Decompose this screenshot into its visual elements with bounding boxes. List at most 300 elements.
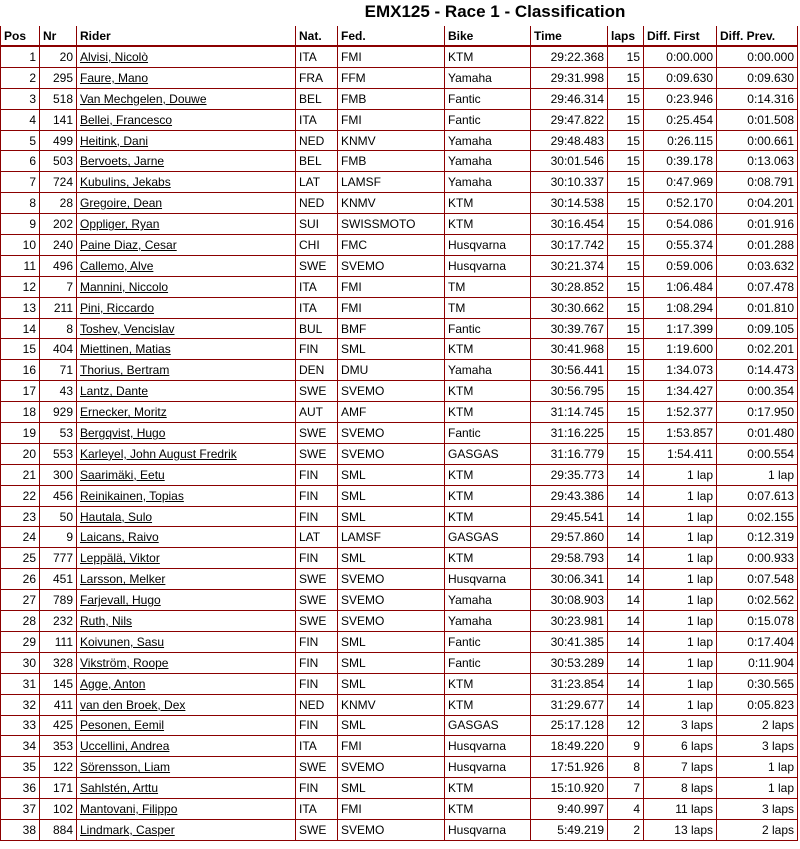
cell-nr: 122 <box>40 757 77 778</box>
table-row <box>0 89 798 110</box>
table-row <box>0 674 798 695</box>
col-rider[interactable]: Rider <box>77 26 296 47</box>
cell-time: 29:31.998 <box>531 68 608 89</box>
cell-time: 30:41.968 <box>531 339 608 360</box>
cell-fed: SML <box>338 716 445 737</box>
cell-bike: KTM <box>445 778 531 799</box>
cell-nr: 145 <box>40 674 77 695</box>
col-laps[interactable]: laps <box>608 26 644 47</box>
col-nr[interactable]: Nr <box>40 26 77 47</box>
cell-time: 25:17.128 <box>531 716 608 737</box>
cell-diff-prev: 1 lap <box>717 757 798 778</box>
cell-nr: 50 <box>40 507 77 528</box>
cell-nr: 7 <box>40 277 77 298</box>
cell-nr: 53 <box>40 423 77 444</box>
cell-nr: 929 <box>40 402 77 423</box>
cell-diff-prev: 0:02.201 <box>717 339 798 360</box>
cell-diff-first: 1 lap <box>644 507 717 528</box>
rider-link[interactable]: Koivunen, Sasu <box>80 634 165 649</box>
cell-fed: FMB <box>338 89 445 110</box>
rider-link[interactable]: Agge, Anton <box>80 676 146 691</box>
cell-diff-first: 1 lap <box>644 611 717 632</box>
cell-bike: Fantic <box>445 632 531 653</box>
rider-link[interactable]: Toshev, Vencislav <box>80 321 175 336</box>
cell-bike: Fantic <box>445 110 531 131</box>
cell-laps: 15 <box>608 110 644 131</box>
table-row <box>0 695 798 716</box>
cell-laps: 15 <box>608 339 644 360</box>
rider-link[interactable]: Lantz, Dante <box>80 384 149 399</box>
rider-link[interactable]: Bergqvist, Hugo <box>80 425 166 440</box>
cell-nr: 71 <box>40 360 77 381</box>
cell-bike: KTM <box>445 465 531 486</box>
cell-diff-prev: 0:09.105 <box>717 319 798 340</box>
cell-nat: ITA <box>296 47 338 68</box>
cell-pos: 35 <box>0 757 40 778</box>
cell-nat: SWE <box>296 757 338 778</box>
cell-diff-prev: 0:01.480 <box>717 423 798 444</box>
cell-bike: Fantic <box>445 423 531 444</box>
cell-bike: Yamaha <box>445 611 531 632</box>
cell-rider <box>77 695 296 716</box>
cell-diff-prev: 1 lap <box>717 465 798 486</box>
cell-diff-prev: 0:00.554 <box>717 444 798 465</box>
rider-link[interactable]: Pesonen, Eemil <box>80 718 165 733</box>
cell-laps: 14 <box>608 674 644 695</box>
cell-nr: 171 <box>40 778 77 799</box>
cell-nat: FIN <box>296 465 338 486</box>
cell-rider <box>77 47 296 68</box>
cell-diff-prev: 0:00.000 <box>717 47 798 68</box>
cell-nat: FIN <box>296 674 338 695</box>
cell-fed: SVEMO <box>338 444 445 465</box>
cell-diff-first: 11 laps <box>644 799 717 820</box>
rider-link[interactable]: Hautala, Sulo <box>80 509 153 524</box>
col-diff-prev[interactable]: Diff. Prev. <box>717 26 798 47</box>
cell-rider <box>77 68 296 89</box>
cell-time: 29:43.386 <box>531 486 608 507</box>
cell-diff-first: 0:54.086 <box>644 214 717 235</box>
cell-diff-prev: 0:15.078 <box>717 611 798 632</box>
cell-time: 30:16.454 <box>531 214 608 235</box>
cell-diff-first: 13 laps <box>644 820 717 841</box>
cell-nat: FRA <box>296 68 338 89</box>
table-row <box>0 444 798 465</box>
cell-diff-prev: 0:01.508 <box>717 110 798 131</box>
cell-laps: 14 <box>608 507 644 528</box>
cell-diff-first: 1:08.294 <box>644 298 717 319</box>
rider-link[interactable]: Pini, Riccardo <box>80 300 155 315</box>
cell-fed: SVEMO <box>338 820 445 841</box>
table-row <box>0 716 798 737</box>
cell-pos: 23 <box>0 507 40 528</box>
cell-bike: Husqvarna <box>445 757 531 778</box>
rider-link[interactable]: Laicans, Raivo <box>80 530 159 545</box>
cell-rider <box>77 402 296 423</box>
cell-nat: CHI <box>296 235 338 256</box>
rider-link[interactable]: Karleyel, John August Fredrik <box>80 446 237 461</box>
cell-nat: AUT <box>296 402 338 423</box>
table-row <box>0 799 798 820</box>
cell-nr: 884 <box>40 820 77 841</box>
cell-diff-prev: 0:01.916 <box>717 214 798 235</box>
cell-rider <box>77 110 296 131</box>
cell-diff-first: 1 lap <box>644 548 717 569</box>
cell-nr: 20 <box>40 47 77 68</box>
table-row <box>0 256 798 277</box>
cell-laps: 14 <box>608 527 644 548</box>
cell-diff-first: 0:25.454 <box>644 110 717 131</box>
table-row <box>0 569 798 590</box>
cell-laps: 4 <box>608 799 644 820</box>
table-row <box>0 193 798 214</box>
cell-time: 29:46.314 <box>531 89 608 110</box>
cell-nr: 411 <box>40 695 77 716</box>
cell-nr: 295 <box>40 68 77 89</box>
cell-diff-prev: 0:30.565 <box>717 674 798 695</box>
cell-laps: 15 <box>608 131 644 152</box>
cell-fed: BMF <box>338 319 445 340</box>
cell-fed: SML <box>338 486 445 507</box>
cell-nat: SWE <box>296 381 338 402</box>
cell-laps: 15 <box>608 277 644 298</box>
cell-rider <box>77 444 296 465</box>
cell-nat: SWE <box>296 820 338 841</box>
cell-pos: 17 <box>0 381 40 402</box>
cell-pos: 22 <box>0 486 40 507</box>
table-row <box>0 131 798 152</box>
cell-diff-first: 1 lap <box>644 569 717 590</box>
cell-fed: KNMV <box>338 131 445 152</box>
cell-time: 30:21.374 <box>531 256 608 277</box>
cell-rider <box>77 193 296 214</box>
cell-rider <box>77 339 296 360</box>
table-row <box>0 235 798 256</box>
cell-fed: SML <box>338 507 445 528</box>
cell-nat: FIN <box>296 548 338 569</box>
cell-nr: 9 <box>40 527 77 548</box>
cell-time: 30:06.341 <box>531 569 608 590</box>
cell-time: 31:16.779 <box>531 444 608 465</box>
cell-laps: 7 <box>608 778 644 799</box>
cell-diff-prev: 0:09.630 <box>717 68 798 89</box>
cell-pos: 14 <box>0 319 40 340</box>
cell-diff-first: 1 lap <box>644 590 717 611</box>
rider-link[interactable]: Ruth, Nils <box>80 613 133 628</box>
cell-laps: 14 <box>608 590 644 611</box>
cell-time: 30:23.981 <box>531 611 608 632</box>
cell-nr: 240 <box>40 235 77 256</box>
rider-link[interactable]: Bellei, Francesco <box>80 112 173 127</box>
cell-diff-prev: 0:11.904 <box>717 653 798 674</box>
rider-link[interactable]: Gregoire, Dean <box>80 196 163 211</box>
cell-bike: KTM <box>445 695 531 716</box>
rider-link[interactable]: Farjevall, Hugo <box>80 593 161 608</box>
cell-fed: FMI <box>338 110 445 131</box>
cell-bike: Fantic <box>445 319 531 340</box>
rider-link[interactable]: Van Mechgelen, Douwe <box>80 91 207 106</box>
cell-time: 30:39.767 <box>531 319 608 340</box>
rider-link[interactable]: Oppliger, Ryan <box>80 217 160 232</box>
cell-diff-prev: 0:03.632 <box>717 256 798 277</box>
col-fed[interactable]: Fed. <box>338 26 445 47</box>
rider-link[interactable]: Ernecker, Moritz <box>80 405 167 420</box>
cell-pos: 7 <box>0 172 40 193</box>
cell-pos: 2 <box>0 68 40 89</box>
cell-diff-prev: 0:14.316 <box>717 89 798 110</box>
table-row <box>0 820 798 841</box>
cell-time: 30:30.662 <box>531 298 608 319</box>
cell-laps: 15 <box>608 47 644 68</box>
cell-nr: 451 <box>40 569 77 590</box>
cell-nr: 499 <box>40 131 77 152</box>
cell-diff-first: 6 laps <box>644 736 717 757</box>
cell-nat: NED <box>296 193 338 214</box>
classification-table <box>0 26 798 841</box>
cell-time: 30:53.289 <box>531 653 608 674</box>
rider-link[interactable]: Larsson, Melker <box>80 572 166 587</box>
cell-nr: 328 <box>40 653 77 674</box>
rider-link[interactable]: Mantovani, Filippo <box>80 802 178 816</box>
cell-diff-prev: 0:02.562 <box>717 590 798 611</box>
cell-bike: Husqvarna <box>445 736 531 757</box>
cell-fed: KNMV <box>338 695 445 716</box>
rider-link[interactable]: Thorius, Bertram <box>80 363 170 378</box>
cell-bike: GASGAS <box>445 444 531 465</box>
cell-diff-prev: 0:07.548 <box>717 569 798 590</box>
cell-bike: Yamaha <box>445 172 531 193</box>
rider-link[interactable]: van den Broek, Dex <box>80 697 186 712</box>
col-diff-first[interactable]: Diff. First <box>644 26 717 47</box>
cell-rider <box>77 799 296 820</box>
cell-diff-first: 3 laps <box>644 716 717 737</box>
cell-fed: FFM <box>338 68 445 89</box>
cell-nat: SWE <box>296 590 338 611</box>
cell-laps: 15 <box>608 423 644 444</box>
cell-rider <box>77 423 296 444</box>
col-time[interactable]: Time <box>531 26 608 47</box>
rider-link[interactable]: Bervoets, Jarne <box>80 154 165 169</box>
cell-bike: KTM <box>445 193 531 214</box>
cell-laps: 15 <box>608 235 644 256</box>
cell-diff-prev: 0:00.661 <box>717 131 798 152</box>
cell-nat: ITA <box>296 736 338 757</box>
cell-bike: Husqvarna <box>445 569 531 590</box>
cell-rider <box>77 632 296 653</box>
cell-nat: BUL <box>296 319 338 340</box>
table-row <box>0 402 798 423</box>
cell-laps: 15 <box>608 319 644 340</box>
rider-link[interactable]: Lindmark, Casper <box>80 822 175 837</box>
cell-diff-first: 1:06.484 <box>644 277 717 298</box>
cell-rider <box>77 381 296 402</box>
cell-laps: 15 <box>608 360 644 381</box>
cell-diff-prev: 0:04.201 <box>717 193 798 214</box>
cell-pos: 10 <box>0 235 40 256</box>
cell-nr: 43 <box>40 381 77 402</box>
cell-rider <box>77 172 296 193</box>
rider-link[interactable]: Callemo, Alve <box>80 258 154 273</box>
cell-diff-prev: 3 laps <box>717 799 798 820</box>
cell-diff-first: 8 laps <box>644 778 717 799</box>
cell-nat: BEL <box>296 151 338 172</box>
rider-link[interactable]: Reinikainen, Topias <box>80 488 184 503</box>
table-row <box>0 527 798 548</box>
cell-time: 15:10.920 <box>531 778 608 799</box>
col-nat[interactable]: Nat. <box>296 26 338 47</box>
cell-diff-first: 0:26.115 <box>644 131 717 152</box>
cell-diff-prev: 0:00.354 <box>717 381 798 402</box>
cell-nat: ITA <box>296 277 338 298</box>
cell-rider <box>77 611 296 632</box>
rider-link[interactable]: Mannini, Niccolo <box>80 279 169 294</box>
cell-pos: 29 <box>0 632 40 653</box>
cell-nat: FIN <box>296 653 338 674</box>
cell-time: 31:16.225 <box>531 423 608 444</box>
cell-fed: LAMSF <box>338 527 445 548</box>
cell-laps: 14 <box>608 632 644 653</box>
cell-bike: KTM <box>445 381 531 402</box>
table-row <box>0 486 798 507</box>
cell-bike: KTM <box>445 339 531 360</box>
col-bike[interactable]: Bike <box>445 26 531 47</box>
cell-rider <box>77 89 296 110</box>
cell-diff-prev: 0:17.950 <box>717 402 798 423</box>
cell-nr: 518 <box>40 89 77 110</box>
cell-nr: 202 <box>40 214 77 235</box>
rider-link[interactable]: Vikström, Roope <box>80 655 169 670</box>
rider-link[interactable]: Leppälä, Viktor <box>80 551 160 566</box>
cell-diff-first: 1:34.073 <box>644 360 717 381</box>
cell-fed: SVEMO <box>338 423 445 444</box>
cell-pos: 26 <box>0 569 40 590</box>
cell-pos: 24 <box>0 527 40 548</box>
rider-link[interactable]: Sahlstén, Arttu <box>80 781 159 796</box>
cell-bike: Yamaha <box>445 590 531 611</box>
cell-rider <box>77 736 296 757</box>
cell-laps: 15 <box>608 89 644 110</box>
cell-rider <box>77 235 296 256</box>
cell-diff-prev: 3 laps <box>717 736 798 757</box>
cell-nat: SWE <box>296 444 338 465</box>
cell-time: 5:49.219 <box>531 820 608 841</box>
cell-diff-first: 0:39.178 <box>644 151 717 172</box>
cell-fed: SML <box>338 653 445 674</box>
cell-rider <box>77 465 296 486</box>
table-row <box>0 423 798 444</box>
cell-bike: KTM <box>445 507 531 528</box>
rider-link[interactable]: Sörensson, Liam <box>80 760 171 775</box>
table-row <box>0 757 798 778</box>
cell-laps: 14 <box>608 611 644 632</box>
cell-time: 30:41.385 <box>531 632 608 653</box>
cell-diff-prev: 0:07.478 <box>717 277 798 298</box>
rider-link[interactable]: Faure, Mano <box>80 70 149 85</box>
rider-link[interactable]: Uccellini, Andrea <box>80 739 170 754</box>
col-pos[interactable]: Pos <box>0 26 40 47</box>
rider-link[interactable]: Heitink, Dani <box>80 133 149 148</box>
cell-nr: 777 <box>40 548 77 569</box>
cell-nat: ITA <box>296 110 338 131</box>
cell-pos: 21 <box>0 465 40 486</box>
cell-fed: SVEMO <box>338 381 445 402</box>
cell-nat: SWE <box>296 423 338 444</box>
cell-pos: 31 <box>0 674 40 695</box>
cell-bike: TM <box>445 277 531 298</box>
cell-nat: SUI <box>296 214 338 235</box>
cell-time: 17:51.926 <box>531 757 608 778</box>
cell-diff-prev: 0:08.791 <box>717 172 798 193</box>
rider-link[interactable]: Paine Diaz, Cesar <box>80 237 177 252</box>
table-row <box>0 736 798 757</box>
cell-fed: FMB <box>338 151 445 172</box>
cell-rider <box>77 256 296 277</box>
cell-laps: 15 <box>608 172 644 193</box>
table-row <box>0 47 798 68</box>
cell-diff-first: 1:17.399 <box>644 319 717 340</box>
cell-pos: 11 <box>0 256 40 277</box>
cell-pos: 18 <box>0 402 40 423</box>
cell-laps: 15 <box>608 444 644 465</box>
cell-diff-first: 0:59.006 <box>644 256 717 277</box>
cell-diff-prev: 0:00.933 <box>717 548 798 569</box>
cell-nat: FIN <box>296 339 338 360</box>
cell-fed: SML <box>338 674 445 695</box>
cell-nat: DEN <box>296 360 338 381</box>
cell-fed: SVEMO <box>338 256 445 277</box>
rider-link[interactable]: Miettinen, Matias <box>80 342 171 357</box>
cell-rider <box>77 527 296 548</box>
cell-pos: 33 <box>0 716 40 737</box>
rider-link[interactable]: Alvisi, Nicolò <box>80 49 149 64</box>
cell-rider <box>77 674 296 695</box>
cell-bike: Yamaha <box>445 131 531 152</box>
cell-time: 9:40.997 <box>531 799 608 820</box>
cell-laps: 15 <box>608 214 644 235</box>
cell-time: 30:14.538 <box>531 193 608 214</box>
cell-nr: 553 <box>40 444 77 465</box>
cell-bike: TM <box>445 298 531 319</box>
cell-rider <box>77 360 296 381</box>
cell-laps: 14 <box>608 548 644 569</box>
cell-laps: 15 <box>608 256 644 277</box>
cell-fed: SVEMO <box>338 590 445 611</box>
cell-nr: 102 <box>40 799 77 820</box>
cell-diff-first: 1:53.857 <box>644 423 717 444</box>
cell-nr: 404 <box>40 339 77 360</box>
cell-diff-first: 1:52.377 <box>644 402 717 423</box>
cell-fed: FMI <box>338 799 445 820</box>
cell-diff-prev: 0:07.613 <box>717 486 798 507</box>
cell-nr: 211 <box>40 298 77 319</box>
cell-nat: SWE <box>296 569 338 590</box>
cell-nr: 456 <box>40 486 77 507</box>
cell-bike: GASGAS <box>445 716 531 737</box>
rider-link[interactable]: Saarimäki, Eetu <box>80 467 165 482</box>
cell-time: 30:28.852 <box>531 277 608 298</box>
cell-nat: FIN <box>296 507 338 528</box>
cell-rider <box>77 151 296 172</box>
cell-time: 31:23.854 <box>531 674 608 695</box>
table-row <box>0 632 798 653</box>
rider-link[interactable]: Kubulins, Jekabs <box>80 175 171 190</box>
cell-time: 29:35.773 <box>531 465 608 486</box>
cell-laps: 15 <box>608 193 644 214</box>
cell-nr: 503 <box>40 151 77 172</box>
cell-time: 18:49.220 <box>531 736 608 757</box>
cell-laps: 15 <box>608 381 644 402</box>
cell-pos: 1 <box>0 47 40 68</box>
